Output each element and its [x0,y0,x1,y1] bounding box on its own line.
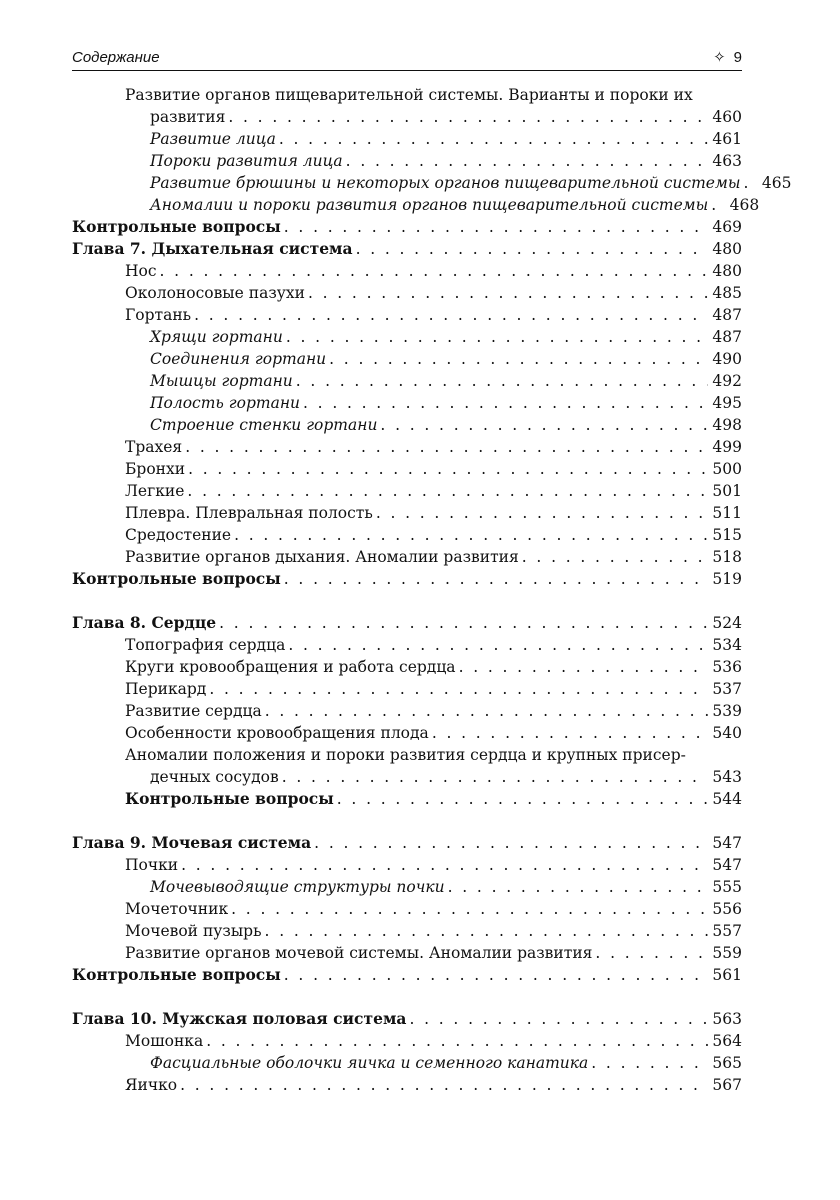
dot-leader [184,480,708,502]
dot-leader [305,282,708,304]
toc-entry-page: 556 [712,900,742,918]
dot-leader [281,568,708,590]
toc-entry-title: Круги кровообращения и работа сердца [125,658,456,676]
dot-leader [311,832,708,854]
toc-entry[interactable] [72,964,742,986]
toc-entry-title: Глава 7. Дыхательная система [72,239,353,258]
toc-entry-title: Развитие лица [150,130,276,148]
toc-entry[interactable] [72,722,742,744]
toc-entry[interactable] [72,634,742,656]
toc-entry[interactable] [72,260,742,282]
toc-entry-title: Мошонка [125,1032,204,1050]
toc-entry[interactable] [72,128,742,150]
dot-leader [334,788,708,810]
section-title: Содержание [72,49,160,66]
section-spacer [72,590,742,612]
toc-entry-page: 469 [712,218,742,236]
dot-leader [182,436,708,458]
toc-entry[interactable] [72,612,742,634]
toc-entry[interactable] [72,656,742,678]
toc-entry[interactable] [72,326,742,348]
dot-leader [262,920,708,942]
toc-entry[interactable] [72,876,742,898]
dot-leader [343,150,708,172]
dot-leader [225,106,708,128]
toc-entry-title: Легкие [125,482,185,500]
dot-leader [157,260,708,282]
toc-entry-page: 465 [761,174,792,192]
toc-entry-title: Глава 8. Сердце [72,613,217,632]
toc-entry-title: Гортань [125,306,192,324]
toc-entry-page: 557 [712,922,742,940]
toc-entry[interactable] [72,546,742,568]
toc-entry-title: Трахея [125,438,183,456]
toc-entry-title: Перикард [125,680,207,698]
toc-entry-title: Глава 9. Мочевая система [72,833,312,852]
toc-entry-page: 565 [712,1054,742,1072]
toc-entry-title: Почки [125,856,179,874]
toc-entry-page: 463 [712,152,742,170]
toc-entry-page: 534 [712,636,742,654]
dot-leader [228,898,708,920]
toc-entry[interactable] [72,458,742,480]
toc-entry-title: Фасциальные оболочки яичка и семенного канатика [150,1054,589,1072]
toc-entry[interactable] [72,172,792,194]
toc-entry-page: 499 [712,438,742,456]
toc-entry-page: 563 [712,1010,742,1028]
toc-entry-page: 490 [712,350,742,368]
dot-leader [353,238,708,260]
toc-entry-title: Бронхи [125,460,186,478]
dot-leader [178,854,708,876]
toc-entry-page: 536 [712,658,742,676]
toc-entry-title: Контрольные вопросы [72,965,281,984]
toc-entry-page: 511 [712,504,742,522]
toc-entry-title: Мочевой пузырь [125,922,262,940]
toc-entry-page: 540 [712,724,742,742]
dot-leader [740,172,757,194]
toc-entry-title-line1: Развитие органов пищеварительной системы. Варианты и пороки их [125,86,693,104]
toc-entry[interactable] [72,1030,742,1052]
toc-entry-title: Топография сердца [125,636,286,654]
toc-entry-title: Контрольные вопросы [72,569,281,588]
toc-entry-page: 559 [712,944,742,962]
toc-entry[interactable] [72,1052,742,1074]
toc-entry[interactable] [72,348,742,370]
toc-entry-page: 480 [712,240,742,258]
toc-entry[interactable] [72,854,742,876]
dot-leader [206,678,708,700]
toc-entry-page: 561 [712,966,742,984]
toc-entry-title: дечных сосудов [150,768,279,786]
toc-entry-page: 547 [712,856,742,874]
dot-leader [279,766,708,788]
toc-entry-page: 460 [712,108,742,126]
dot-leader [326,348,708,370]
toc-entry-title: Околоносовые пазухи [125,284,305,302]
toc-entry-title: Полость гортани [150,394,301,412]
dot-leader [231,524,708,546]
dot-leader [519,546,708,568]
toc-entry-title-line1: Аномалии положения и пороки развития сердца и крупных присер- [125,746,686,764]
dot-leader [185,458,708,480]
toc-entry[interactable] [72,700,742,722]
dot-leader [588,1052,708,1074]
toc-entry-title: Контрольные вопросы [72,217,281,236]
ornament-icon: ✧ [713,49,726,66]
section-spacer [72,986,742,1008]
toc-entry-page: 468 [729,196,760,214]
toc-entry-page: 515 [712,526,742,544]
toc-entry-title: развития [150,108,226,126]
toc-entry-page: 461 [712,130,742,148]
toc-entry-title: Мочеточник [125,900,229,918]
dot-leader [406,1008,708,1030]
toc-entry[interactable] [72,84,742,128]
toc-entry-title: Развитие органов дыхания. Аномалии развития [125,548,519,566]
toc-entry-page: 547 [712,834,742,852]
toc-entry[interactable] [72,370,742,392]
toc-entry-page: 492 [712,372,742,390]
dot-leader [285,634,708,656]
toc-entry[interactable] [72,480,742,502]
dot-leader [293,370,708,392]
toc-entry-page: 487 [712,328,742,346]
dot-leader [281,216,708,238]
toc-entry-title: Мочевыводящие структуры почки [150,878,445,896]
toc-entry[interactable] [72,414,742,436]
toc-entry-title: Пороки развития лица [150,152,343,170]
toc-entry-page: 539 [712,702,742,720]
toc-entry-title: Особенности кровообращения плода [125,724,429,742]
toc-entry[interactable] [72,216,742,238]
toc-entry-title: Развитие сердца [125,702,262,720]
toc-entry[interactable] [72,898,742,920]
dot-leader [203,1030,708,1052]
toc-entry-title: Соединения гортани [150,350,327,368]
toc-entry-page: 564 [712,1032,742,1050]
dot-leader [377,414,708,436]
toc-entry[interactable] [72,678,742,700]
toc-entry-page: 524 [712,614,742,632]
dot-leader [216,612,708,634]
dot-leader [276,128,708,150]
toc-entry[interactable] [72,1074,742,1096]
header-page-number: 9 [733,48,742,66]
toc-entry-title: Контрольные вопросы [125,789,334,808]
toc-entry[interactable] [72,524,742,546]
toc-entry-page: 518 [712,548,742,566]
toc-entry-page: 537 [712,680,742,698]
dot-leader [283,326,708,348]
dot-leader [456,656,708,678]
toc-entry-page: 498 [712,416,742,434]
toc-entry[interactable] [72,392,742,414]
toc-entry-title: Хрящи гортани [150,328,283,346]
toc-entry[interactable] [72,238,742,260]
toc-entry[interactable] [72,920,742,942]
toc-entry-page: 495 [712,394,742,412]
toc-entry-title: Аномалии и пороки развития органов пищеварительной системы [150,196,709,214]
toc-entry-page: 555 [712,878,742,896]
toc-entry[interactable] [72,282,742,304]
dot-leader [429,722,708,744]
dot-leader [592,942,708,964]
toc-entry-title: Мышцы гортани [150,372,293,390]
running-header [72,44,742,66]
toc-entry-page: 487 [712,306,742,324]
toc-entry[interactable] [72,436,742,458]
dot-leader [445,876,708,898]
dot-leader [281,964,708,986]
toc-entry[interactable] [72,942,742,964]
toc-entry[interactable] [72,744,742,788]
toc-entry-title: Развитие органов мочевой системы. Аномалии развития [125,944,593,962]
toc-entry-title: Плевра. Плевральная полость [125,504,373,522]
toc-entry[interactable] [72,568,742,590]
toc-entry[interactable] [72,194,760,216]
toc-entry[interactable] [72,788,742,810]
dot-leader [300,392,708,414]
toc-entry[interactable] [72,1008,742,1030]
toc-entry[interactable] [72,304,742,326]
table-of-contents [72,84,792,1096]
dot-leader [708,194,725,216]
dot-leader [262,700,708,722]
toc-entry-page: 480 [712,262,742,280]
toc-entry-title: Развитие брюшины и некоторых органов пищеварительной системы [150,174,741,192]
toc-entry-page: 500 [712,460,742,478]
toc-entry[interactable] [72,832,742,854]
toc-entry[interactable] [72,150,742,172]
toc-entry-title: Строение стенки гортани [150,416,378,434]
dot-leader [177,1074,708,1096]
toc-entry-page: 567 [712,1076,742,1094]
toc-entry-page: 485 [712,284,742,302]
toc-entry-page: 501 [712,482,742,500]
toc-entry-title: Средостение [125,526,232,544]
toc-entry-title: Яичко [125,1076,178,1094]
toc-entry-page: 543 [712,768,742,786]
toc-entry-page: 519 [712,570,742,588]
toc-entry-title: Глава 10. Мужская половая система [72,1009,407,1028]
header-page-number-group [713,48,742,66]
toc-entry-title: Нос [125,262,157,280]
toc-entry-page: 544 [712,790,742,808]
dot-leader [191,304,708,326]
toc-entry[interactable] [72,502,742,524]
dot-leader [373,502,708,524]
section-spacer [72,810,742,832]
header-rule [72,70,742,71]
